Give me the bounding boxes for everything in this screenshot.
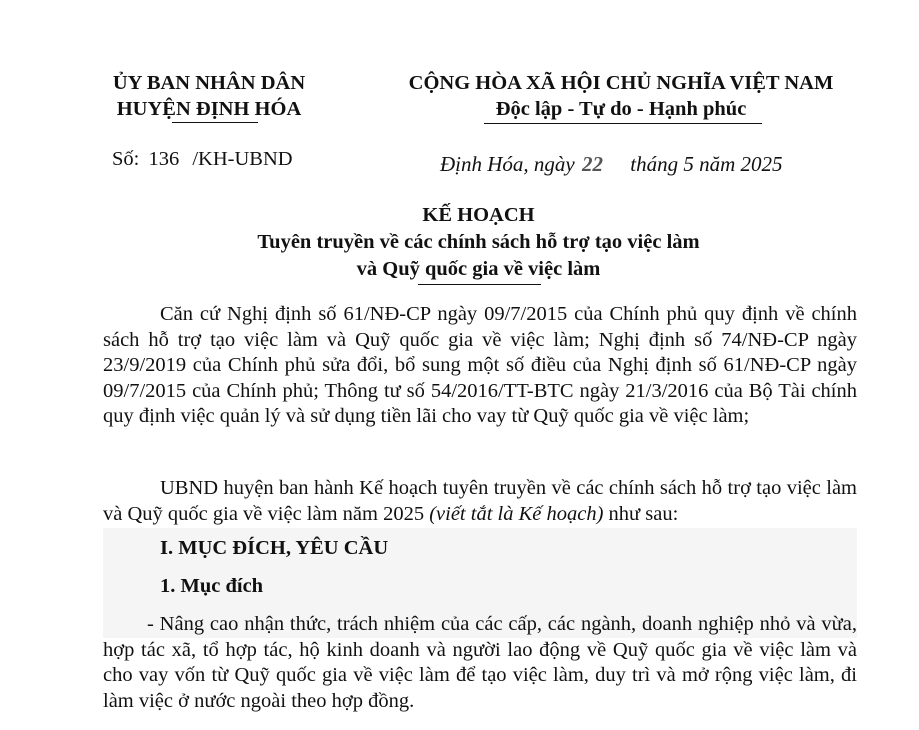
date-prefix: Định Hóa, ngày [440, 152, 575, 176]
date-suffix: tháng 5 năm 2025 [630, 152, 783, 176]
agency-line-1: ỦY BAN NHÂN DÂN [112, 72, 306, 94]
section-heading-1: I. MỤC ĐÍCH, YÊU CẦU [160, 537, 389, 559]
doc-number-prefix: Số: [112, 148, 140, 170]
document-subtitle-1: Tuyên truyền về các chính sách hỗ trợ tạo việc làm [257, 231, 700, 253]
agency-line-2: HUYỆN ĐỊNH HÓA [116, 98, 302, 120]
document-date [440, 152, 783, 177]
paragraph-issuance [103, 476, 857, 527]
issuance-end: như sau: [603, 502, 679, 525]
agency-underline [172, 122, 258, 123]
issuance-abbrev: (viết tắt là Kế hoạch) [429, 502, 604, 525]
date-day: 22 [582, 152, 603, 176]
document-title: KẾ HOẠCH [422, 204, 535, 226]
paragraph-purpose: - Nâng cao nhận thức, trách nhiệm của các cấp, các ngành, doanh nghiệp nhỏ và vừa, hợp tác xã, tổ hợp tác, hộ kinh doanh và người lao động về Quỹ quốc gia về việc làm và cho vay vốn từ Quỹ quốc gia về việc làm để tạo việc làm, duy trì và mở rộng việc làm, đi làm việc ở nước ngoài theo hợp đồng. [103, 613, 857, 712]
country-line-1: CỘNG HÒA XÃ HỘI CHỦ NGHĨA VIỆT NAM [408, 72, 834, 94]
issuance-text: UBND huyện ban hành Kế hoạch tuyên truyền về các chính sách hỗ trợ tạo việc làm và Quỹ quốc gia về việc làm năm 2025 [103, 477, 857, 525]
paragraph-legal-basis: Căn cứ Nghị định số 61/NĐ-CP ngày 09/7/2015 của Chính phủ quy định về chính sách hỗ trợ tạo việc làm và Quỹ quốc gia về việc làm; Nghị định số 74/NĐ-CP ngày 23/9/2019 của Chính phủ sửa đổi, bổ sung một số điều của Nghị định số 61/NĐ-CP ngày 09/7/2015 của Chính phủ; Thông tư số 54/2016/TT-BTC ngày 21/3/2016 của Bộ Tài chính quy định việc quản lý và sử dụng tiền lãi cho vay từ Quỹ quốc gia về việc làm; [103, 303, 857, 428]
document-subtitle-2: và Quỹ quốc gia về việc làm [356, 258, 601, 280]
subsection-heading-1: 1. Mục đích [160, 575, 264, 597]
motto-underline [484, 123, 762, 124]
document-number [112, 148, 293, 171]
title-underline [418, 284, 541, 285]
doc-number-suffix: /KH-UBND [192, 148, 293, 170]
doc-number-value: 136 [148, 148, 180, 170]
country-line-2: Độc lập - Tự do - Hạnh phúc [495, 98, 747, 120]
